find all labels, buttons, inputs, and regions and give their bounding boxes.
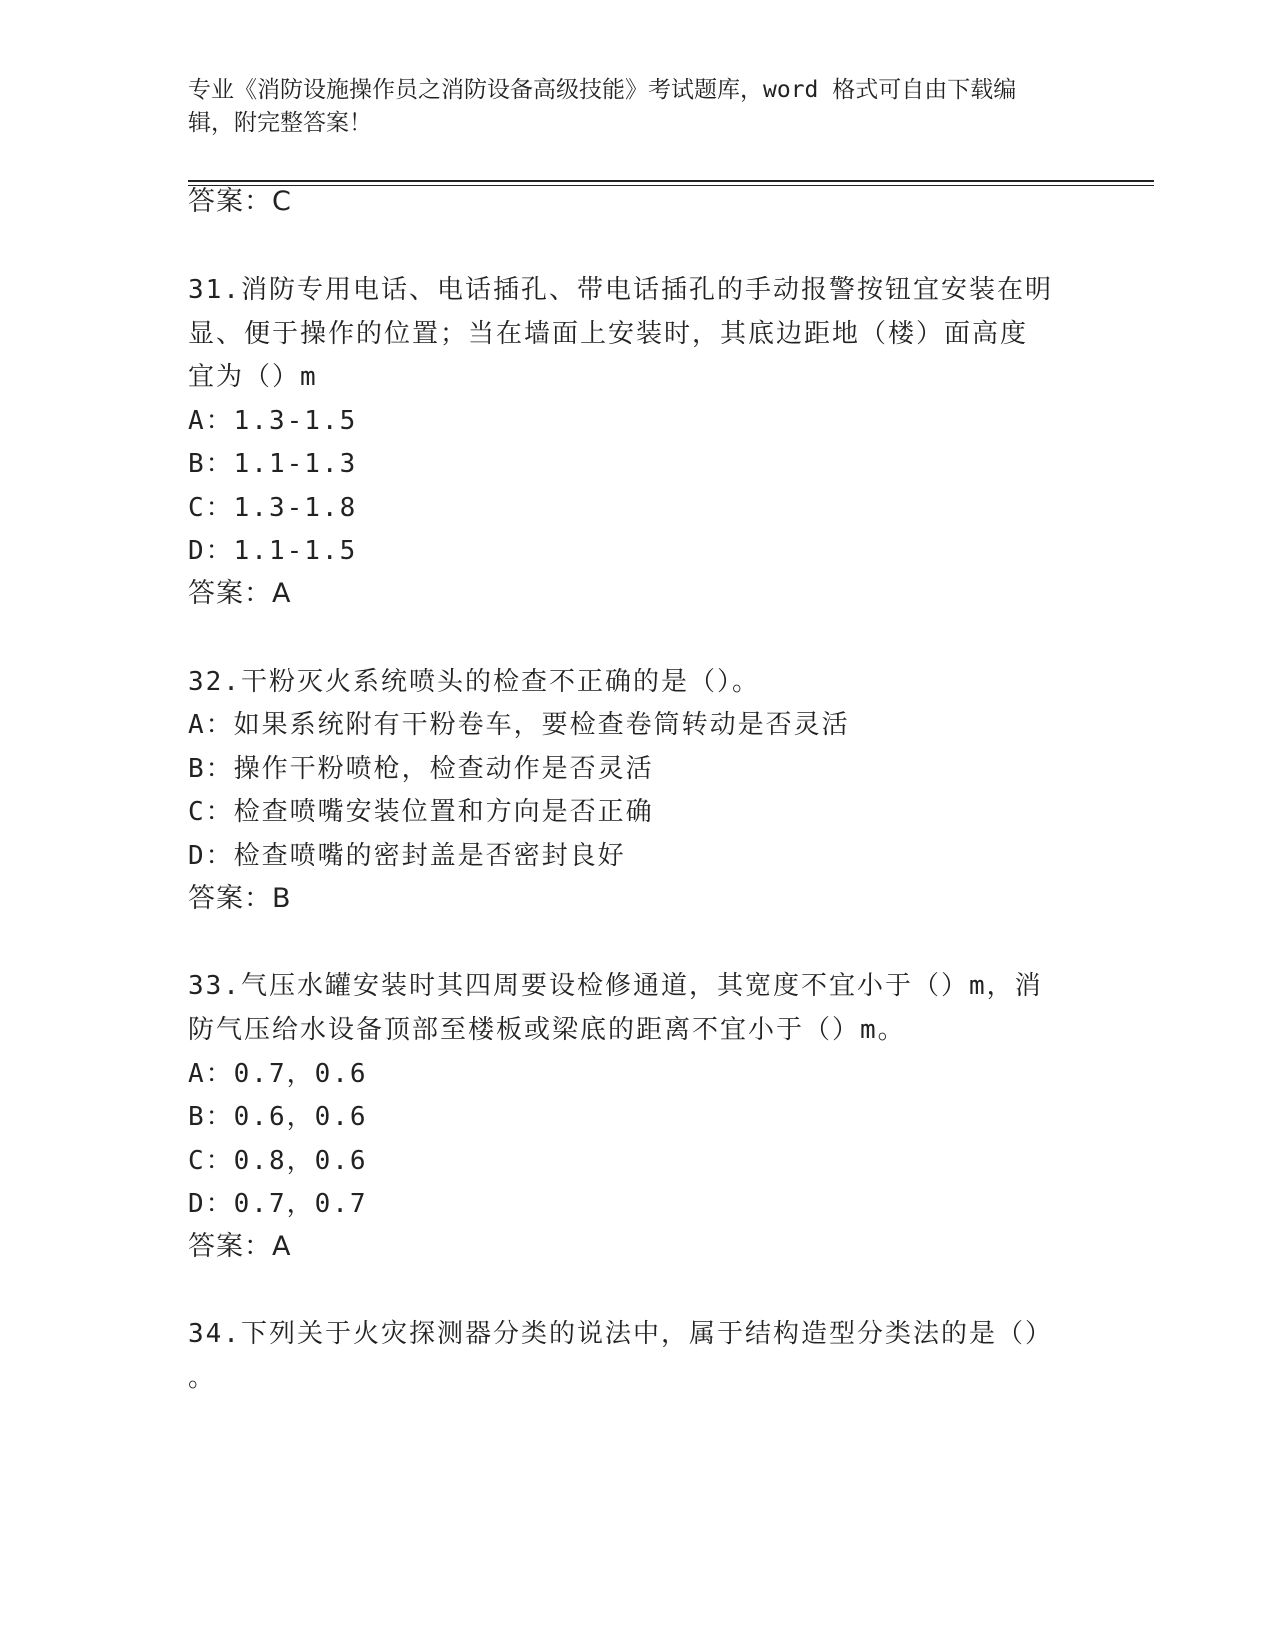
question-32-answer: 答案：B	[188, 883, 292, 914]
header-divider	[188, 180, 1154, 182]
question-31-option-b: B：1.1-1.3	[188, 449, 358, 479]
question-33-option-d: D：0.7，0.7	[188, 1189, 368, 1219]
question-33-answer: 答案：A	[188, 1231, 292, 1262]
question-31-line-3: 宜为（）m	[188, 362, 318, 392]
question-32-option-d: D：检查喷嘴的密封盖是否密封良好	[188, 841, 626, 871]
header-line-1: 专业《消防设施操作员之消防设备高级技能》考试题库，word 格式可自由下载编	[188, 77, 1017, 103]
question-33-option-a: A：0.7，0.6	[188, 1059, 368, 1089]
document-header	[188, 74, 1068, 140]
question-34-line-2: 。	[188, 1363, 217, 1393]
question-31-answer: 答案：A	[188, 578, 292, 609]
header-divider-thin	[188, 185, 1154, 186]
question-32-option-b: B：操作干粉喷枪，检查动作是否灵活	[188, 754, 654, 784]
question-32-line-1: 32.干粉灭火系统喷头的检查不正确的是（）。	[188, 667, 760, 697]
question-33-option-b: B：0.6，0.6	[188, 1102, 368, 1132]
header-line-2: 辑，附完整答案！	[188, 110, 372, 136]
question-33-line-2: 防气压给水设备顶部至楼板或梁底的距离不宜小于（）m。	[188, 1015, 906, 1045]
question-31-option-d: D：1.1-1.5	[188, 536, 358, 566]
previous-answer: 答案：C	[188, 186, 292, 217]
question-32-option-c: C：检查喷嘴安装位置和方向是否正确	[188, 797, 654, 827]
question-34-line-1: 34.下列关于火灾探测器分类的说法中，属于结构造型分类法的是（）	[188, 1319, 1053, 1349]
question-31-option-a: A：1.3-1.5	[188, 406, 358, 436]
question-31-line-2: 显、便于操作的位置；当在墙面上安装时，其底边距地（楼）面高度	[188, 319, 1029, 349]
question-32-option-a: A：如果系统附有干粉卷车，要检查卷筒转动是否灵活	[188, 710, 850, 740]
question-33-line-1: 33.气压水罐安装时其四周要设检修通道，其宽度不宜小于（）m，消	[188, 971, 1043, 1001]
question-31-line-1: 31.消防专用电话、电话插孔、带电话插孔的手动报警按钮宜安装在明	[188, 275, 1053, 305]
question-31-option-c: C：1.3-1.8	[188, 493, 358, 523]
question-33-option-c: C：0.8，0.6	[188, 1146, 368, 1176]
